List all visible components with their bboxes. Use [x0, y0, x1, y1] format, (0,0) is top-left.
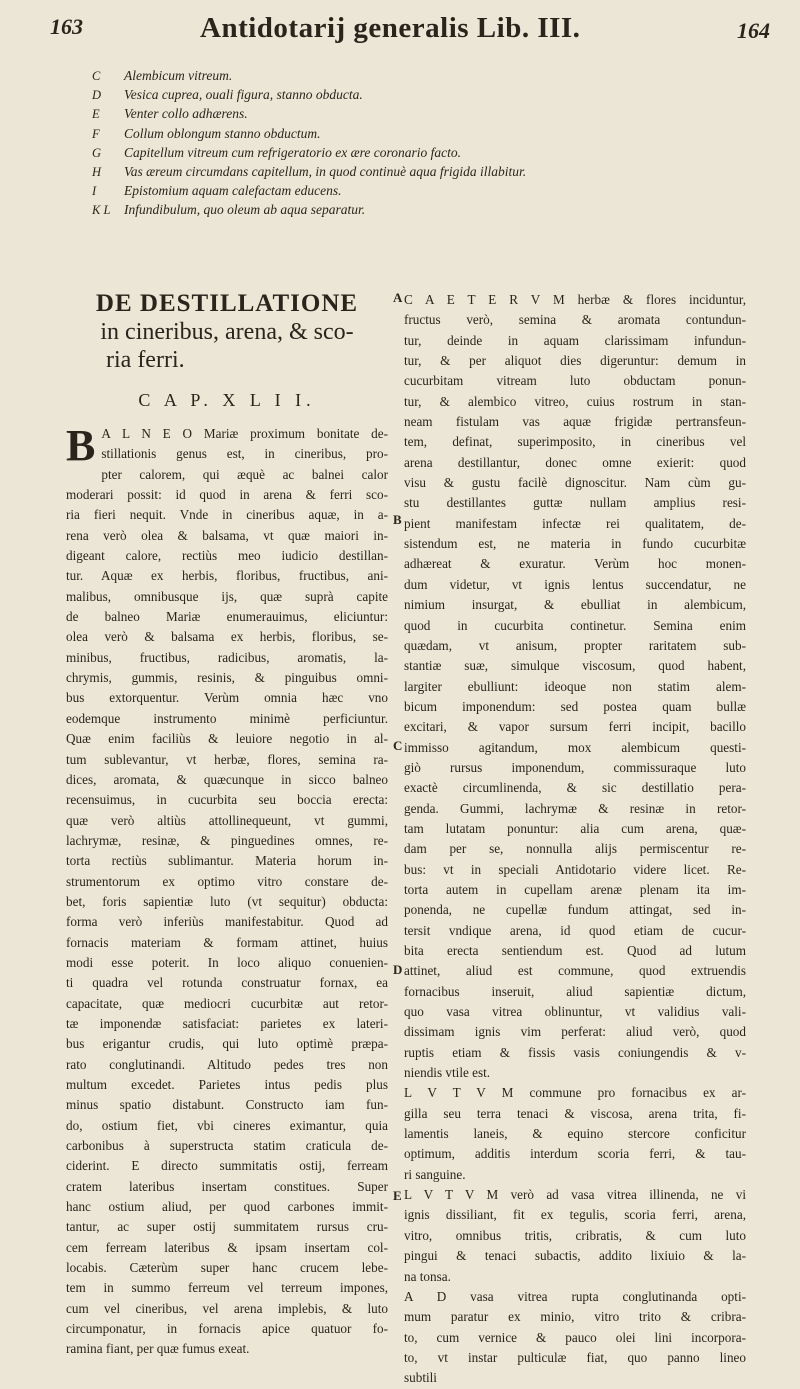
text-line: quæ verò altiùs attollinequeunt, vt gummi, [66, 812, 388, 828]
section-subtitle-cont: ria ferri. [106, 347, 185, 373]
text-line: lamentis laneis, & equino stercore conficitur [404, 1126, 746, 1142]
text-line: bet, foris sapientiæ luto (vt sequitur) obducta: [66, 893, 388, 909]
text-line: cem ferream lateribus & ipsam insertam col- [66, 1239, 388, 1255]
text-line: adhæreat & exuratur. Verùm hoc monen- [404, 556, 746, 572]
text-line: bus extorquentur. Verùm omnia hæc vno [66, 690, 388, 706]
running-header [50, 12, 770, 52]
text-line: quo vasa vitrea oblinuntur, vt validius vali- [404, 1004, 746, 1020]
text-line: exactè circumlinenda, & sic destillatio pera- [404, 780, 746, 796]
text-line: attinet, aliud est commune, quod extruendis [404, 963, 746, 979]
legend-text: Capitellum vitreum cum refrigeratorio ex ære coronario facto. [124, 144, 461, 160]
text-line: immisso agitandum, mox alembicum questi- [404, 739, 746, 755]
section-title: DE DESTILLATIONE [95, 290, 359, 317]
text-line: cucurbitam vitream luto obductam ponun- [404, 373, 746, 389]
text-line: subtili [404, 1370, 437, 1386]
text-line: chrymis, gummis, resinis, & pinguibus omni- [66, 670, 388, 686]
legend-letter: C [92, 69, 101, 83]
text-line: neam fistulam vas aquæ frigidæ pertransfeun- [404, 414, 746, 430]
drop-cap: B [66, 421, 96, 470]
text-line: nimium insurgat, & ebulliat in alembicum, [404, 597, 746, 613]
text-line: circumponatur, in fornacis apice quatuor fo- [66, 1321, 388, 1337]
text-line: do, ostium fiet, vbi cineres eximantur, quia [66, 1117, 388, 1133]
text-line: pter calorem, qui æquè ac balnei calor [101, 466, 388, 482]
text-line: A D vasa vitrea rupta conglutinanda opti- [404, 1288, 746, 1304]
text-line: C A E T E R V M herbæ & flores inciduntur, [404, 292, 746, 307]
text-line: tur, & per aliquot dies digeruntur: demum in [404, 353, 746, 369]
text-line: fornacibus inseruit, aliud sapientiæ dictum, [404, 983, 746, 999]
text-line: stu destillantes guttæ nullam amplius resi- [404, 495, 746, 511]
text-line: modi esse poterit. In loco aliquo conuenien- [66, 954, 388, 970]
text-line: tantur, ac super ostij summitatem rursus cru- [66, 1219, 388, 1235]
text-line: tum sublevantur, vt herbæ, flores, semina ra- [66, 751, 388, 767]
chapter-heading: C A P. X L I I. [138, 390, 316, 410]
text-line: bita erecta sentiendum est. Quod ad lutum [404, 943, 746, 958]
text-line: tem in summo ferreum vel terreum impones, [66, 1280, 388, 1296]
text-line: tæ imponendæ satisfaciat: parietes ex lateri- [66, 1015, 388, 1031]
text-line: digeant calore, rectiùs meo iudicio destillan- [66, 548, 388, 564]
text-line: minus spatio distabunt. Constructo iam fun- [66, 1097, 388, 1113]
legend-letter: G [92, 145, 102, 160]
text-line: Quæ enim faciliùs & leuiore negotio in al- [66, 731, 388, 747]
text-line: optimum, additis interdum scoria ferri, & tau- [404, 1146, 746, 1162]
text-line: fructus verò, semina & aromata contundun- [404, 312, 746, 328]
legend-letter: K L [92, 203, 111, 218]
section-subtitle: in cineribus, arena, & sco- [100, 319, 354, 345]
text-line: ignis dissiliant, fit ex tegulis, scoria ferri, arena, [404, 1207, 746, 1223]
text-line: ri sanguine. [404, 1166, 466, 1182]
text-line: recensuimus, in cucurbita seu boccia erecta: [66, 792, 388, 808]
text-line: dam per se, nonnulla alijs permiscentur re- [404, 841, 746, 857]
text-line: ria fieri nequit. Vnde in cineribus aquæ, in a- [66, 507, 388, 523]
margin-letter: A [393, 290, 403, 305]
text-line: vitro, omnibus tritis, cribratis, & cum luto [404, 1227, 746, 1243]
margin-letter: C [393, 738, 403, 753]
text-line: tem, definat, superimposito, in cineribus vel [404, 434, 746, 450]
text-line: ruptis etiam & fissis vasis coniungendis & v- [404, 1044, 746, 1060]
margin-letter: B [393, 512, 402, 527]
text-line: giò rursus imponendum, commissuraque luto [404, 759, 746, 775]
legend-item [92, 200, 752, 219]
legend-item [92, 181, 752, 200]
legend-item [92, 85, 752, 104]
right-body-text [404, 290, 746, 1389]
margin-letter: E [393, 1188, 402, 1203]
legend-letter: F [92, 126, 100, 141]
text-line: stantiæ suæ, simulque viscosum, quod habent, [404, 658, 746, 674]
text-line: tur. Aquæ ex herbis, floribus, fructibus, ani- [66, 568, 388, 584]
text-line: gilla seu terra tenaci & viscosa, arena trita, fi- [404, 1105, 746, 1121]
text-line: tur, & alembico vitreo, cuius rostrum in stan- [404, 393, 746, 409]
page-number-left: 163 [50, 14, 83, 39]
text-line: genda. Gummi, lachrymæ & resinæ in retor- [404, 800, 746, 816]
figure-legend [92, 66, 752, 220]
legend-text: Alembicum vitreum. [124, 68, 233, 83]
text-line: to, cum vernice & pauco olei lini incorpora- [404, 1329, 746, 1345]
text-line: L V T V M verò ad vasa vitrea illinenda, ne vi [404, 1187, 746, 1203]
text-line: visu & gustu facilè dignoscitur. Nam cùm gu- [404, 475, 746, 491]
text-line: rena verò olea & balsama, vt quæ maiori in- [66, 527, 388, 543]
legend-item [92, 124, 752, 143]
text-line: tersit vndique arena, id quod etiam de cucur- [404, 922, 746, 938]
text-line: pingui & tenaci subactis, addito lixiuio & la- [404, 1248, 746, 1264]
text-line: tur, deinde in aquam clarissimam infundun- [404, 332, 746, 348]
text-line: stillationis genus est, in cineribus, pro- [101, 446, 388, 462]
text-line: ramina fiant, per quæ fumus exeat. [66, 1341, 250, 1357]
text-line: carbonibus à superstructa statim craticula de- [66, 1138, 388, 1154]
legend-letter: D [92, 88, 102, 103]
text-line: locabis. Cæterùm super hanc crucem lebe- [66, 1260, 388, 1276]
text-line: torta rectiùs sublimantur. Materia horum in- [66, 853, 388, 869]
legend-item [92, 104, 752, 123]
text-line: mum paratur ex minio, vitro trito & cribra- [404, 1309, 746, 1325]
left-body-text [66, 421, 388, 1360]
text-line: bus erigantur crudis, qui luto optimè præpa- [66, 1036, 388, 1052]
text-line: fornacis materiam & formam attinet, huius [66, 934, 388, 950]
text-line: strumentorum ex optimo vitro constare de- [66, 873, 388, 889]
text-line: bicum imponendum: sed postea quam bullæ [404, 698, 746, 714]
text-line: L V T V M commune pro fornacibus ex ar- [404, 1085, 746, 1101]
legend-text: Collum oblongum stanno obductum. [124, 125, 321, 141]
text-line: sistendum est, ne materia in fundo cucurbitæ [404, 536, 746, 552]
text-line: olea verò & balsama ex herbis, floribus, se- [66, 629, 388, 645]
legend-letter: H [92, 164, 102, 179]
text-line: na tonsa. [404, 1268, 451, 1284]
text-line: capacitate, quæ mediocri cucurbitæ aut retor- [66, 995, 388, 1011]
text-line: niendis vtile est. [404, 1065, 491, 1081]
text-line: lachrymæ, resinæ, & pinguedines omnes, re- [66, 832, 388, 848]
text-line: bus: vt in speciali Antidotario videre licet. Re- [404, 861, 746, 877]
text-line: eodemque instrumento minimè perficiuntur. [66, 710, 388, 726]
text-line: largiter ebulliunt: ideoque non statim alem- [404, 678, 746, 694]
text-line: moderari possit: id quod in arena & ferri sco- [66, 487, 388, 503]
legend-text: Epistomium aquam calefactam educens. [124, 183, 342, 199]
margin-letter: D [393, 962, 403, 977]
text-line: torta autem in cupellam arenæ plenam ita im- [404, 881, 746, 897]
text-line: arena destillantur, donec omne exierit: quod [404, 454, 746, 470]
text-line: multum excedet. Parietes intus pedis plus [66, 1077, 388, 1092]
text-line: A L N E O Mariæ proximum bonitate de- [101, 426, 388, 441]
text-line: cratem lateribus insertam constitues. Super [66, 1178, 388, 1194]
text-line: malibus, omnibusque ijs, quæ suprà capite [66, 588, 388, 604]
page-number-right: 164 [737, 18, 770, 43]
text-line: dissimam ignis vim perferat: aliud verò, quod [404, 1024, 746, 1040]
legend-text: Vesica cuprea, ouali figura, stanno obducta. [124, 87, 363, 103]
legend-text: Infundibulum, quo oleum ab aqua separatur. [124, 202, 366, 218]
text-line: ponenda, ne cupellæ fundum attingat, sed in- [404, 902, 746, 918]
legend-text: Venter collo adhærens. [124, 106, 248, 122]
text-line: pient manifestam infectæ rei qualitatem, de- [404, 515, 746, 531]
text-line: forma verò inferiùs manifestabitur. Quod ad [66, 914, 388, 930]
legend-text: Vas æreum circumdans capitellum, in quod continuè aqua frigida illabitur. [124, 163, 527, 179]
text-line: ciderint. E directo summitatis ostij, ferream [66, 1158, 388, 1174]
text-line: tam lutatam ponuntur: alia cum arena, quæ- [404, 820, 746, 836]
text-line: dices, aromata, & quæcunque in sicco balneo [66, 771, 388, 787]
text-line: ti quadra vel rotunda construatur fornax, ea [66, 975, 388, 991]
left-column [66, 290, 388, 1360]
legend-letter: E [92, 107, 100, 122]
text-line: de balneo Mariæ enumerauimus, eliciuntur: [66, 609, 388, 625]
right-column [404, 290, 746, 1389]
legend-item [92, 143, 752, 162]
legend-item [92, 162, 752, 181]
running-title: Antidotarij generalis Lib. III. [200, 12, 581, 44]
text-line: to, vt instar pulticulæ fiat, quo panno lineo [404, 1349, 746, 1365]
text-line: quædam, vt anisum, propter raritatem sub- [404, 637, 746, 653]
text-line: minibus, fructibus, radicibus, aromatis, la- [66, 649, 388, 665]
text-line: rato conglutinandi. Altitudo pedes tres non [66, 1056, 388, 1072]
text-line: excitari, & vapor sursum ferri incipit, bacillo [404, 719, 746, 735]
text-line: quod in cucurbita continetur. Semina enim [404, 617, 746, 633]
text-line: dum videtur, vt ignis lentus succendatur, ne [404, 576, 746, 592]
text-line: hanc ostium aliud, per quod carbones immit- [66, 1199, 388, 1215]
text-line: cum vel cineribus, vel arena implebis, & luto [66, 1300, 388, 1316]
legend-letter: I [92, 184, 97, 199]
legend-item [92, 66, 752, 85]
